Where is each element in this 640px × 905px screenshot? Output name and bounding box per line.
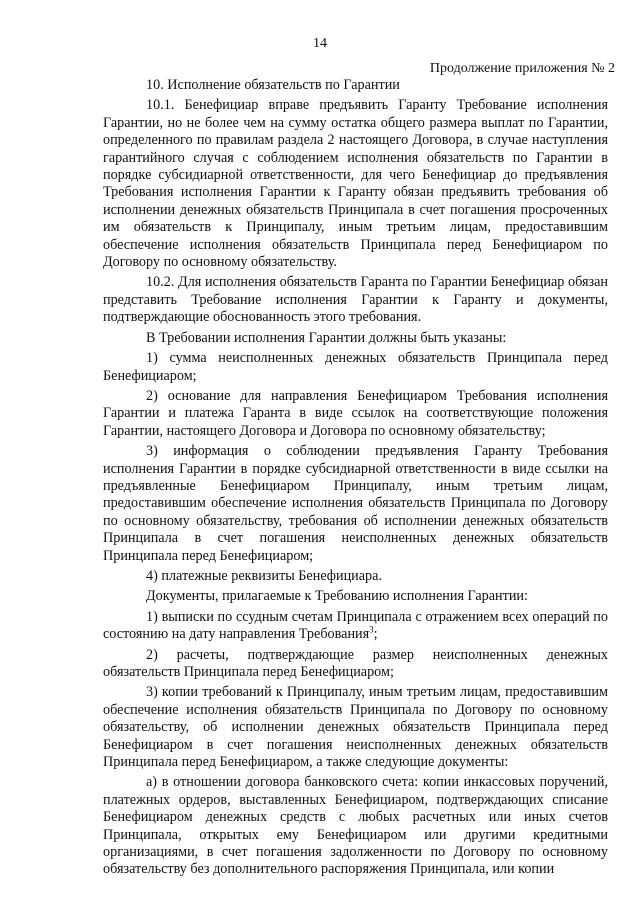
requirement-item-1: 1) сумма неисполненных денежных обязательств Принципала перед Бенефициаром; xyxy=(103,350,608,384)
paragraph-requirements-intro: В Требовании исполнения Гарантии должны быть указаны: xyxy=(146,329,507,346)
page-number: 14 xyxy=(313,36,327,51)
document-item-1 xyxy=(103,609,608,644)
section-heading: 10. Исполнение обязательств по Гарантии xyxy=(146,77,400,93)
document-body xyxy=(103,77,608,882)
document-item-3: 3) копии требований к Принципалу, иным третьим лицам, предоставившим обеспечение исполнения обязательств Принципала по Договору по основному обязательству, об исполнении денежных обязательств Принципала перед Бенефициаром в счет погашения неисполненных денежных обязательств Принципала перед Бенефициаром, а также следующие документы: xyxy=(103,684,608,771)
document-item-2: 2) расчеты, подтверждающие размер неисполненных денежных обязательств Принципала перед Бенефициаром; xyxy=(103,646,608,680)
document-item-1-text: 1) выписки по ссудным счетам Принципала с отражением всех операций по состоянию на дату направления Требования xyxy=(103,608,608,643)
requirement-item-4: 4) платежные реквизиты Бенефициара. xyxy=(146,567,382,584)
paragraph-10-2: 10.2. Для исполнения обязательств Гаранта по Гарантии Бенефициар обязан представить Требование исполнения Гарантии к Гаранту и документы, подтверждающие обоснованность этого требования. xyxy=(103,274,608,326)
document-item-3a: а) в отношении договора банковского счета: копии инкассовых поручений, платежных ордеров, выставленных Бенефициаром, подтверждающих списание Бенефициаром денежных средств с любых расчетных или иных счетов Принципала, открытых ему Бенефициаром или другими кредитными организациями, в счет погашения задолженности по Договору по основному обязательству без дополнительного распоряжения Принципала, или копии xyxy=(103,774,608,878)
appendix-continuation-label: Продолжение приложения № 2 xyxy=(429,61,615,76)
footnote-reference: 3 xyxy=(369,624,374,635)
paragraph-10-1: 10.1. Бенефициар вправе предъявить Гаранту Требование исполнения Гарантии, но не более чем на сумму остатка общего размера выплат по Гарантии, определенного по правилам раздела 2 настоящего Договора, в случае наступления гарантийного случая с соблюдением исполнения обязательств по Гарантии в порядке субсидиарной ответственности, для чего Бенефициар до предъявления Требования исполнения Гарантии к Гаранту обязан предъявить требования об исполнении денежных обязательств Принципала в счет погашения просроченных им обязательств к Принципалу, иным третьим лицам, предоставившим обеспечение исполнения обязательств Принципала перед Бенефициаром по Договору по основному обязательству. xyxy=(103,97,608,271)
paragraph-documents-intro: Документы, прилагаемые к Требованию исполнения Гарантии: xyxy=(146,588,528,605)
requirement-item-2: 2) основание для направления Бенефициаром Требования исполнения Гарантии и платежа Гаранта в виде ссылок на соответствующие положения Гарантии, настоящего Договора и Договора по основному обязательству; xyxy=(103,387,608,439)
requirement-item-3: 3) информация о соблюдении предъявления Гаранту Требования исполнения Гарантии в порядке субсидиарной ответственности в виде ссылки на предъявленные Бенефициаром Принципалу, иным третьим лицам, предоставившим обеспечение исполнения обязательств Принципала по Договору по основному обязательству, требования об исполнении денежных обязательств Принципала в счет погашения неисполненных денежных обязательств Принципала перед Бенефициаром; xyxy=(103,443,608,564)
document-item-1-tail: ; xyxy=(373,626,378,643)
